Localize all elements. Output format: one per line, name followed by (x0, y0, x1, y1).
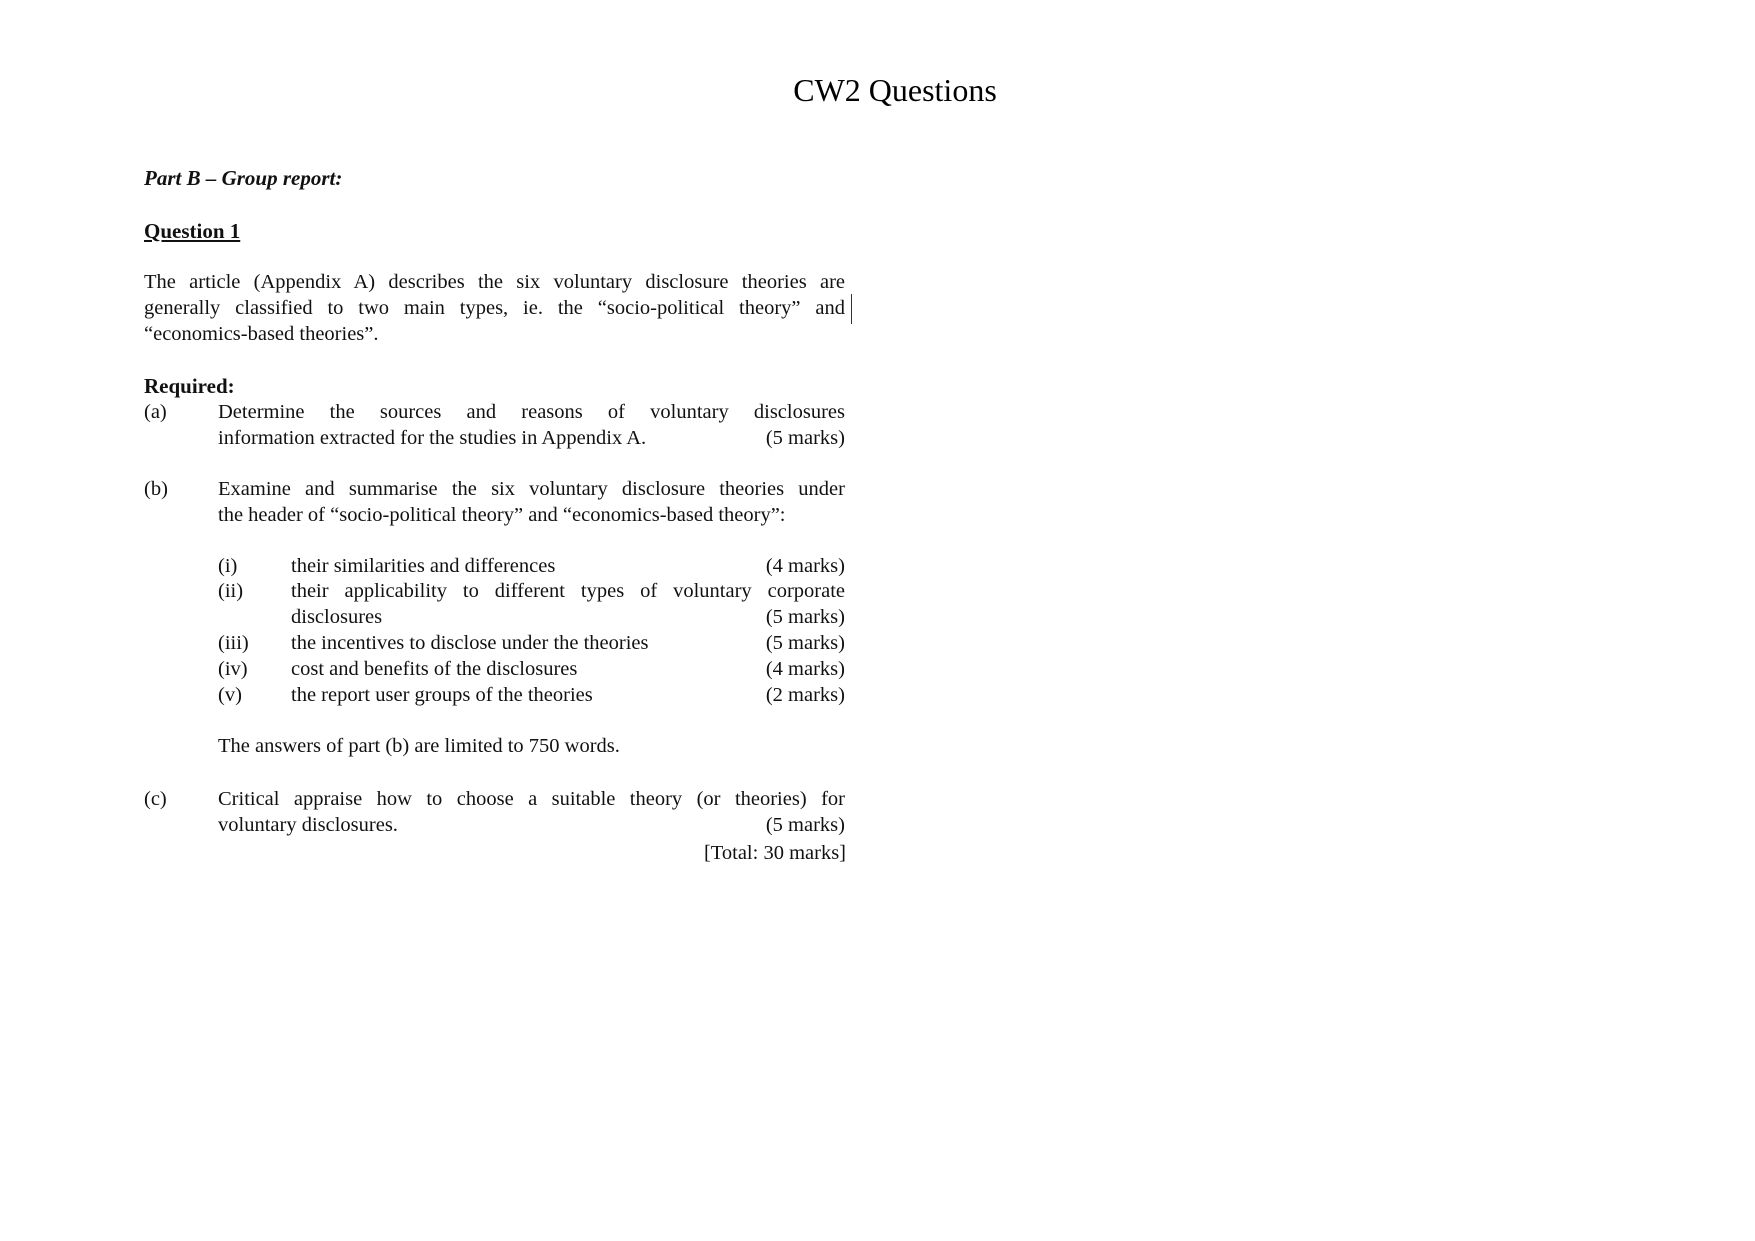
item-iii-label: (iii) (218, 632, 249, 654)
item-ii-text-2: disclosures (291, 606, 383, 628)
item-iii-text: the incentives to disclose under the theories (291, 632, 649, 654)
part-a-text (218, 399, 845, 451)
part-b-label: (b) (144, 478, 168, 500)
text-cursor (851, 294, 852, 324)
intro-line-3: “economics-based theories”. (144, 323, 379, 345)
item-iv-label: (iv) (218, 658, 248, 680)
part-a-line-2: information extracted for the studies in Appendix A. (218, 427, 647, 449)
item-iii-marks: (5 marks) (765, 632, 845, 654)
item-ii-label: (ii) (218, 580, 244, 602)
word-limit-note: The answers of part (b) are limited to 750 words. (218, 735, 620, 757)
intro-paragraph (144, 269, 845, 347)
item-ii (291, 578, 845, 630)
item-ii-marks: (5 marks) (765, 606, 845, 628)
item-iv-marks: (4 marks) (765, 658, 845, 680)
item-iv-text: cost and benefits of the disclosures (291, 658, 578, 680)
item-v (291, 682, 845, 708)
part-c-line-2: voluntary disclosures. (218, 814, 398, 836)
intro-line-2: generally classified to two main types, ie. the “socio-political theory” and (144, 297, 845, 319)
part-b-line-2: the header of “socio-political theory” and “economics-based theory”: (218, 504, 786, 526)
item-i (291, 553, 845, 579)
part-c-text (218, 786, 845, 838)
item-v-text: the report user groups of the theories (291, 684, 593, 706)
question-heading: Question 1 (144, 219, 241, 243)
part-b-line-1: Examine and summarise the six voluntary disclosure theories under (218, 478, 845, 500)
part-heading: Part B – Group report: (144, 166, 343, 190)
item-iii (291, 630, 845, 656)
item-v-marks: (2 marks) (765, 684, 845, 706)
intro-line-1: The article (Appendix A) describes the six voluntary disclosure theories are (144, 271, 845, 293)
part-c-line-1: Critical appraise how to choose a suitable theory (or theories) for (218, 788, 845, 810)
part-c-marks: (5 marks) (765, 814, 845, 836)
item-i-text: their similarities and differences (291, 555, 556, 577)
part-c-label: (c) (144, 788, 167, 810)
part-a-marks: (5 marks) (765, 427, 845, 449)
total-marks: [Total: 30 marks] (703, 842, 846, 864)
item-ii-text: their applicability to different types of voluntary corporate (291, 580, 845, 602)
item-ii-row-2 (291, 604, 845, 630)
page-title: CW2 Questions (793, 72, 997, 108)
required-heading: Required: (144, 374, 235, 398)
part-c-line-2-row (218, 812, 845, 838)
item-i-label: (i) (218, 555, 238, 577)
part-a-line-1: Determine the sources and reasons of voluntary disclosures (218, 401, 845, 423)
part-a-line-2-row (218, 425, 845, 451)
item-i-marks: (4 marks) (765, 555, 845, 577)
item-iv (291, 656, 845, 682)
part-b-text (218, 476, 845, 528)
part-a-label: (a) (144, 401, 167, 423)
item-v-label: (v) (218, 684, 242, 706)
